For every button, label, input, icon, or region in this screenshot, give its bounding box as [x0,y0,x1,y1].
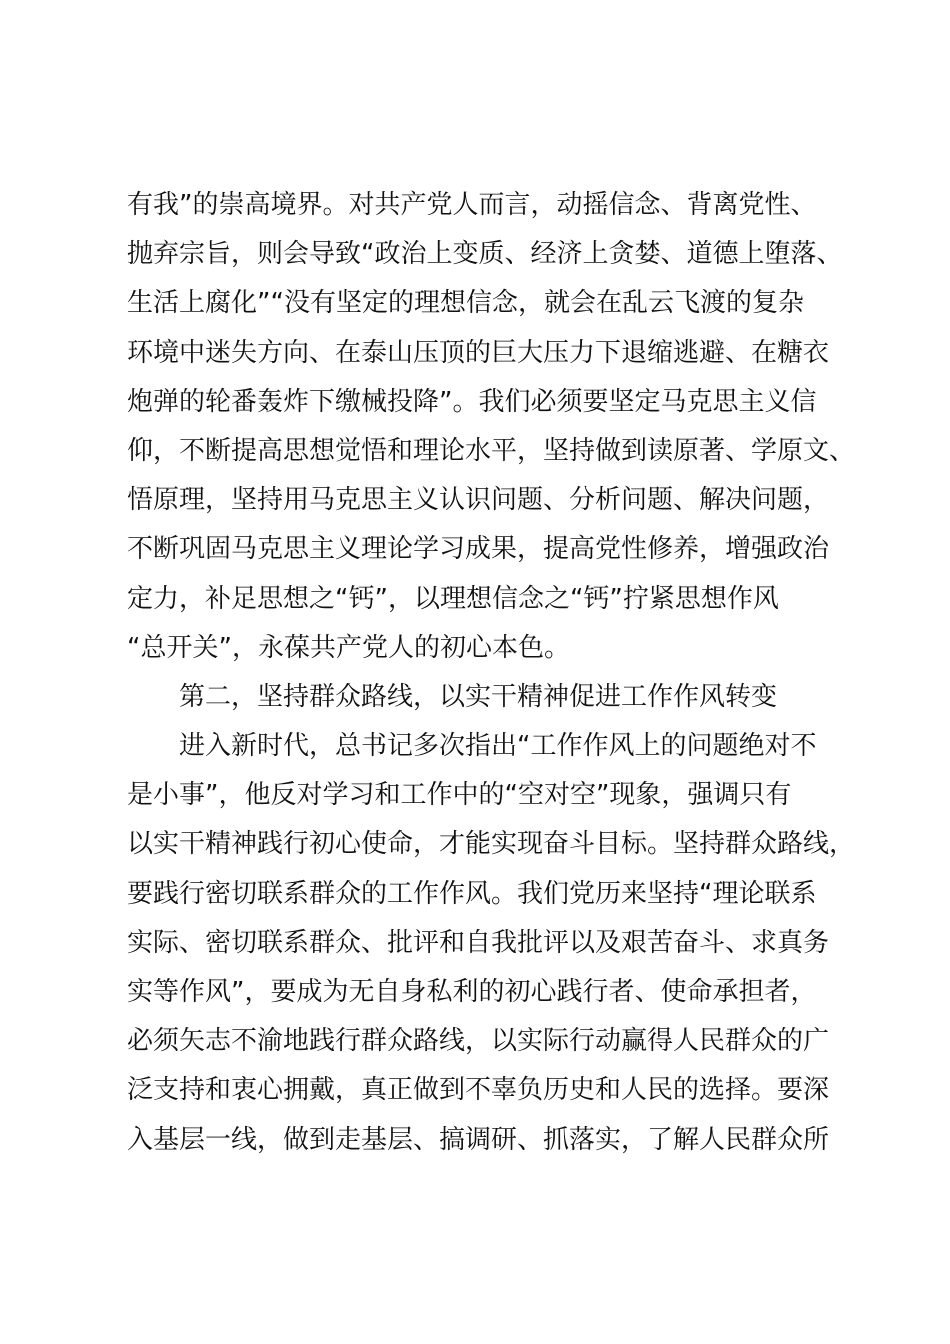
text-line: 悟原理，坚持用马克思主义认识问题、分析问题、解决问题， [127,485,830,516]
text-line: 是小事”，他反对学习和工作中的“空对空”现象，强调只有 [127,780,792,811]
text-line: 泛支持和衷心拥戴，真正做到不辜负历史和人民的选择。要深 [127,1075,830,1106]
text-line: “总开关”，永葆共产党人的初心本色。 [127,632,570,663]
text-line: 以实干精神践行初心使命，才能实现奋斗目标。坚持群众路线， [127,829,856,860]
text-line: 定力，补足思想之“钙”，以理想信念之“钙”拧紧思想作风 [127,583,779,614]
text-line: 生活上腐化”“没有坚定的理想信念，就会在乱云飞渡的复杂 [127,288,804,319]
text-line: 入基层一线，做到走基层、搞调研、抓落实，了解人民群众所 [127,1124,830,1155]
text-line: 实等作风”，要成为无自身私利的初心践行者、使命承担者， [127,977,817,1007]
text-line: 实际、密切联系群众、批评和自我批评以及艰苦奋斗、求真务 [127,927,830,958]
text-line: 有我”的崇高境界。对共产党人而言，动摇信念、背离党性、 [127,190,817,220]
text-line: 不断巩固马克思主义理论学习成果，提高党性修养，增强政治 [127,534,830,565]
text-line: 仰，不断提高思想觉悟和理论水平，坚持做到读原著、学原文、 [127,435,856,466]
text-line: 环境中迷失方向、在泰山压顶的巨大压力下退缩逃避、在糖衣 [127,337,830,368]
document-body [127,181,867,1165]
text-line: 必须矢志不渝地践行群众路线，以实际行动赢得人民群众的广 [127,1026,830,1057]
text-line: 抛弃宗旨，则会导致“政治上变质、经济上贪婪、道德上堕落、 [127,239,843,270]
text-line: 要践行密切联系群众的工作作风。我们党历来坚持“理论联系 [127,878,817,909]
text-line: 炮弹的轮番轰炸下缴械投降”。我们必须要坚定马克思主义信 [127,386,817,417]
paragraph-start-line: 进入新时代，总书记多次指出“工作作风上的问题绝对不 [179,731,817,762]
section-heading: 第二，坚持群众路线，以实干精神促进工作作风转变 [179,681,778,712]
